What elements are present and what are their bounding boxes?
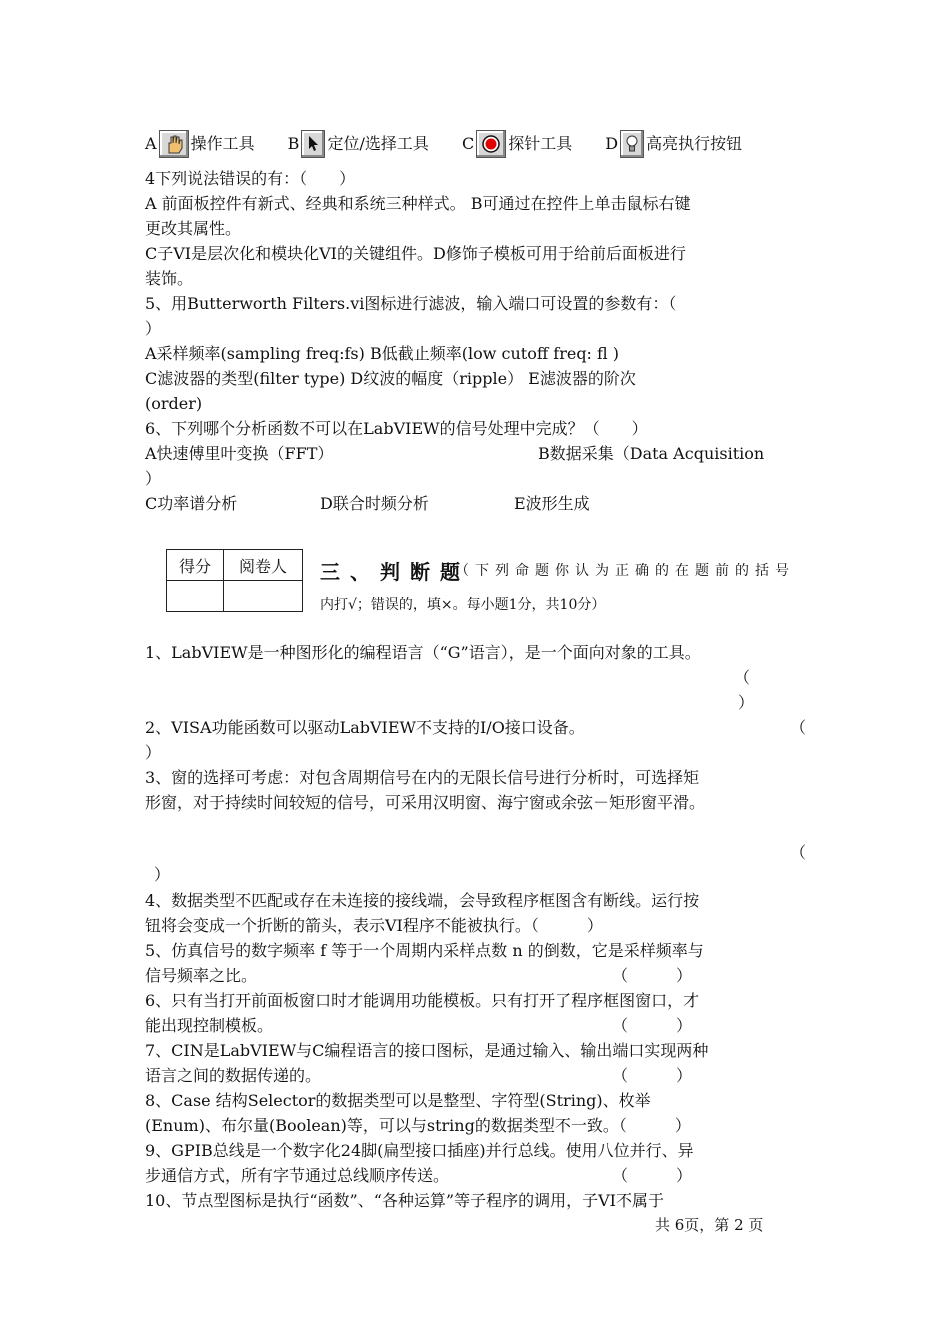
judge-7-paren[interactable]: （ ） — [612, 1066, 693, 1085]
judge-3-line-2: 形窗，对于持续时间较短的信号，可采用汉明窗、海宁窗或余弦－矩形窗平滑。 — [145, 793, 706, 812]
section-3-note-cont: 内打√；错误的，填×。每小题1分，共10分） — [320, 597, 606, 613]
judge-2: 2、VISA功能函数可以驱动LabVIEW不支持的I/O接口设备。 — [145, 718, 585, 737]
q6-option-b: B数据采集（Data Acquisition — [538, 444, 765, 463]
q5-options-ab: A采样频率(sampling freq:fs) B低截止频率(low cutoff freq: fl ) — [145, 344, 620, 363]
judge-5-paren[interactable]: （ ） — [612, 966, 693, 985]
grader-cell[interactable] — [224, 581, 303, 612]
section-3-title: 三、判断题 — [320, 560, 470, 584]
judge-6-line-2: 能出现控制模板。 — [145, 1016, 274, 1035]
q5-options-cde-cont: (order) — [145, 394, 203, 413]
lightbulb-icon — [620, 130, 644, 158]
q6-title: 6、下列哪个分析函数不可以在LabVIEW的信号处理中完成？（ ） — [145, 419, 648, 438]
grader-header: 阅卷人 — [224, 550, 303, 581]
score-header: 得分 — [167, 550, 224, 581]
judge-6-line-1: 6、只有当打开前面板窗口时才能调用功能模板。只有打开了程序框图窗口，才 — [145, 991, 700, 1010]
probe-icon — [476, 130, 506, 158]
tool-option-a: A 操作工具 — [145, 130, 255, 158]
judge-4-line-1: 4、数据类型不匹配或存在未连接的接线端，会导致程序框图含有断线。运行按 — [145, 891, 700, 910]
q4-title: 4下列说法错误的有：（ ） — [145, 169, 356, 188]
q6-option-b-cont: ） — [145, 469, 162, 488]
judge-4-line-2: 钮将会变成一个折断的箭头，表示VI程序不能被执行。（ ） — [145, 916, 603, 935]
q4-option-a: A 前面板控件有新式、经典和系统三种样式。 B可通过在控件上单击鼠标右键 — [145, 194, 691, 213]
judge-1: 1、LabVIEW是一种图形化的编程语言（“G”语言），是一个面向对象的工具。 — [145, 643, 701, 662]
judge-6-paren[interactable]: （ ） — [612, 1016, 693, 1035]
judge-5-line-2: 信号频率之比。 — [145, 966, 258, 985]
judge-1-paren-close[interactable]: ） — [738, 693, 755, 712]
q6-option-d: D联合时频分析 — [320, 494, 429, 513]
judge-2-paren-close[interactable]: ） — [145, 743, 162, 762]
score-cell[interactable] — [167, 581, 224, 612]
q5-title-cont: ） — [145, 319, 162, 338]
judge-9-paren[interactable]: （ ） — [612, 1166, 693, 1185]
judge-7-line-1: 7、CIN是LabVIEW与C编程语言的接口图标，是通过输入、输出端口实现两种 — [145, 1041, 709, 1060]
judge-8-line-1: 8、Case 结构Selector的数据类型可以是整型、字符型(String)、枚举 — [145, 1091, 651, 1110]
tool-option-b: B 定位/选择工具 — [288, 130, 429, 158]
q6-option-e: E波形生成 — [514, 494, 590, 513]
score-table — [166, 549, 303, 612]
tools-row — [145, 130, 770, 158]
q6-option-a: A快速傅里叶变换（FFT） — [145, 444, 334, 463]
q5-options-cde: C滤波器的类型(filter type) D纹波的幅度（ripple） E滤波器的阶次 — [145, 369, 636, 388]
tool-option-c: C 探针工具 — [462, 130, 572, 158]
judge-2-paren-open[interactable]: （ — [790, 718, 807, 737]
judge-3-line-1: 3、窗的选择可考虑：对包含周期信号在内的无限长信号进行分析时，可选择矩 — [145, 768, 700, 787]
judge-3-paren-open[interactable]: （ — [790, 843, 807, 862]
q4-option-a-cont: 更改其属性。 — [145, 219, 242, 238]
judge-9-line-1: 9、GPIB总线是一个数字化24脚(扁型接口插座)并行总线。使用八位并行、异 — [145, 1141, 694, 1160]
judge-1-paren-open[interactable]: （ — [734, 668, 751, 687]
section-3-note: （下列命题你认为正确的在题前的括号 — [455, 563, 795, 579]
q4-option-c-cont: 装饰。 — [145, 269, 194, 288]
arrow-select-icon — [301, 130, 325, 158]
judge-10-line-1: 10、节点型图标是执行“函数”、“各种运算”等子程序的调用，子VI不属于 — [145, 1191, 664, 1210]
judge-9-line-2: 步通信方式，所有字节通过总线顺序传送。 — [145, 1166, 450, 1185]
hand-operate-icon — [159, 130, 189, 158]
judge-8-line-2: (Enum)、布尔量(Boolean)等，可以与string的数据类型不一致。（ ） — [145, 1116, 691, 1135]
q6-option-c: C功率谱分析 — [145, 494, 238, 513]
judge-7-line-2: 语言之间的数据传递的。 — [145, 1066, 322, 1085]
page-footer: 共 6页，第 2 页 — [655, 1216, 764, 1234]
judge-5-line-1: 5、仿真信号的数字频率 f 等于一个周期内采样点数 n 的倒数，它是采样频率与 — [145, 941, 704, 960]
q4-option-c: C子VI是层次化和模块化VI的关键组件。D修饰子模板可用于给前后面板进行 — [145, 244, 686, 263]
judge-3-paren-close[interactable]: ） — [154, 865, 171, 884]
tool-option-d: D 高亮执行按钮 — [605, 130, 742, 158]
q5-title: 5、用Butterworth Filters.vi图标进行滤波，输入端口可设置的参数有：（ — [145, 294, 677, 313]
